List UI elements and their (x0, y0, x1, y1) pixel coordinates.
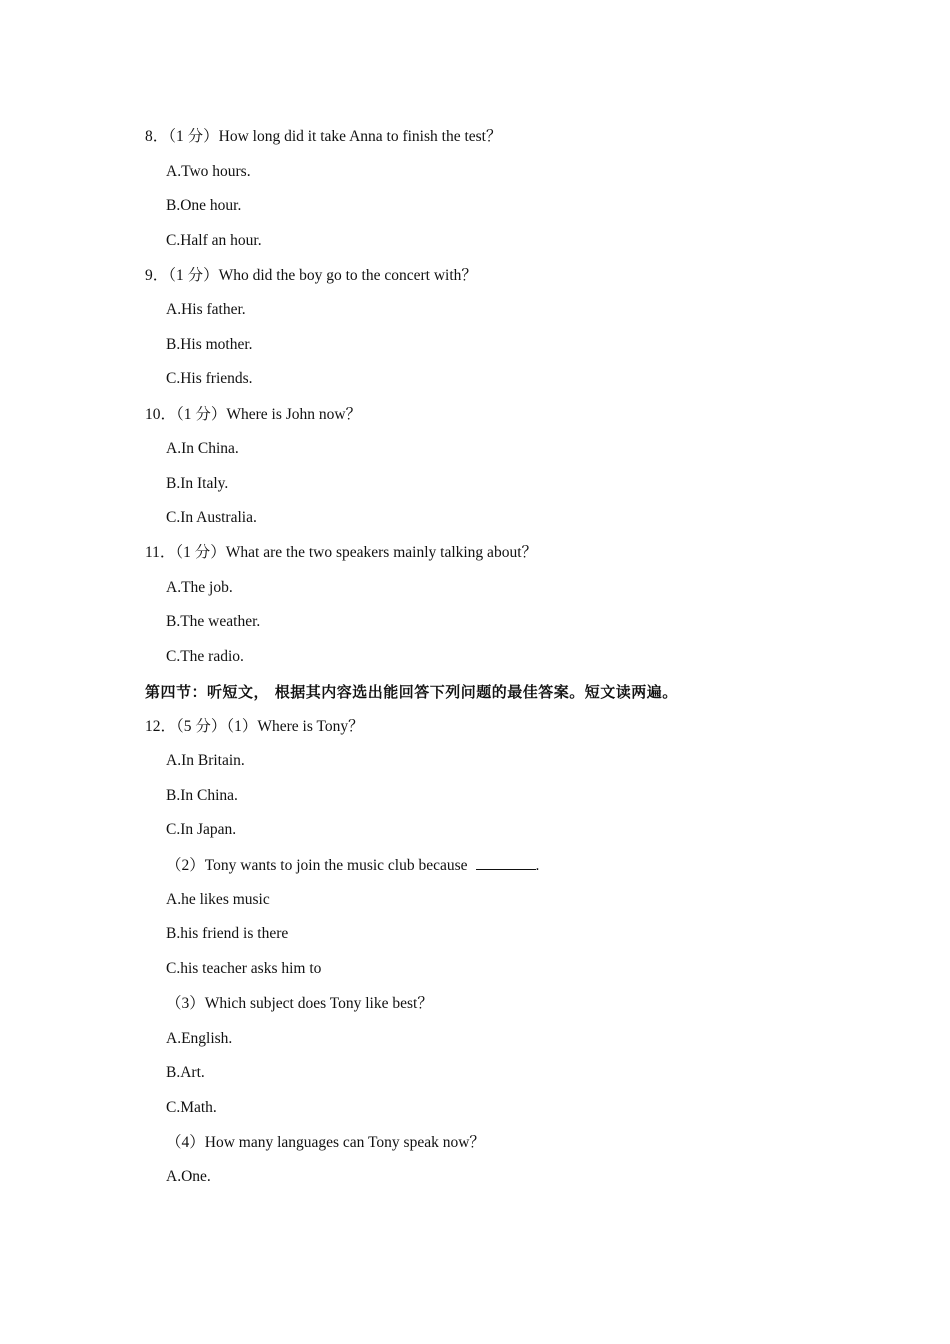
question-9-option-a: A.His father. (166, 301, 246, 318)
question-12-3-option-b: B.Art. (166, 1064, 205, 1081)
question-12-1-option-b: B.In China. (166, 787, 238, 804)
question-12: 12．（5 分）（1）Where is Tony？ (145, 718, 364, 735)
question-11: 11．（1 分）What are the two speakers mainly talking about？ (145, 544, 537, 561)
question-12-2-option-b: B.his friend is there (166, 925, 289, 942)
question-11-option-b: B.The weather. (166, 613, 261, 630)
question-8-option-b: B.One hour. (166, 197, 242, 214)
question-11-option-a: A.The job. (166, 579, 233, 596)
question-12-2-end: . (535, 857, 540, 874)
question-12-3-option-c: C.Math. (166, 1099, 217, 1116)
question-12-1-option-c: C.In Japan. (166, 821, 237, 838)
question-8-option-a: A.Two hours. (166, 163, 251, 180)
question-10-option-a: A.In China. (166, 440, 239, 457)
answer-blank (476, 855, 536, 870)
question-10: 10．（1 分）Where is John now？ (145, 406, 362, 423)
question-8: 8．（1 分）How long did it take Anna to finish the test？ (145, 128, 502, 145)
question-12-3: （3）Which subject does Tony like best？ (166, 995, 433, 1012)
question-10-option-b: B.In Italy. (166, 475, 229, 492)
question-12-1-option-a: A.In Britain. (166, 752, 245, 769)
question-12-2 (166, 855, 539, 876)
question-12-2-option-a: A.he likes music (166, 891, 270, 908)
question-8-option-c: C.Half an hour. (166, 232, 262, 249)
question-12-3-option-a: A.English. (166, 1030, 233, 1047)
question-12-4-option-a: A.One. (166, 1168, 211, 1185)
question-9: 9．（1 分）Who did the boy go to the concert with？ (145, 267, 477, 284)
question-12-2-option-c: C.his teacher asks him to (166, 960, 322, 977)
section-4-heading: 第四节：听短文， 根据其内容选出能回答下列问题的最佳答案。短文读两遍。 (145, 683, 678, 701)
question-9-option-c: C.His friends. (166, 370, 253, 387)
question-12-4: （4）How many languages can Tony speak now？ (166, 1134, 485, 1151)
question-10-option-c: C.In Australia. (166, 509, 257, 526)
question-12-2-text: （2）Tony wants to join the music club because (166, 857, 468, 874)
question-11-option-c: C.The radio. (166, 648, 244, 665)
question-9-option-b: B.His mother. (166, 336, 253, 353)
